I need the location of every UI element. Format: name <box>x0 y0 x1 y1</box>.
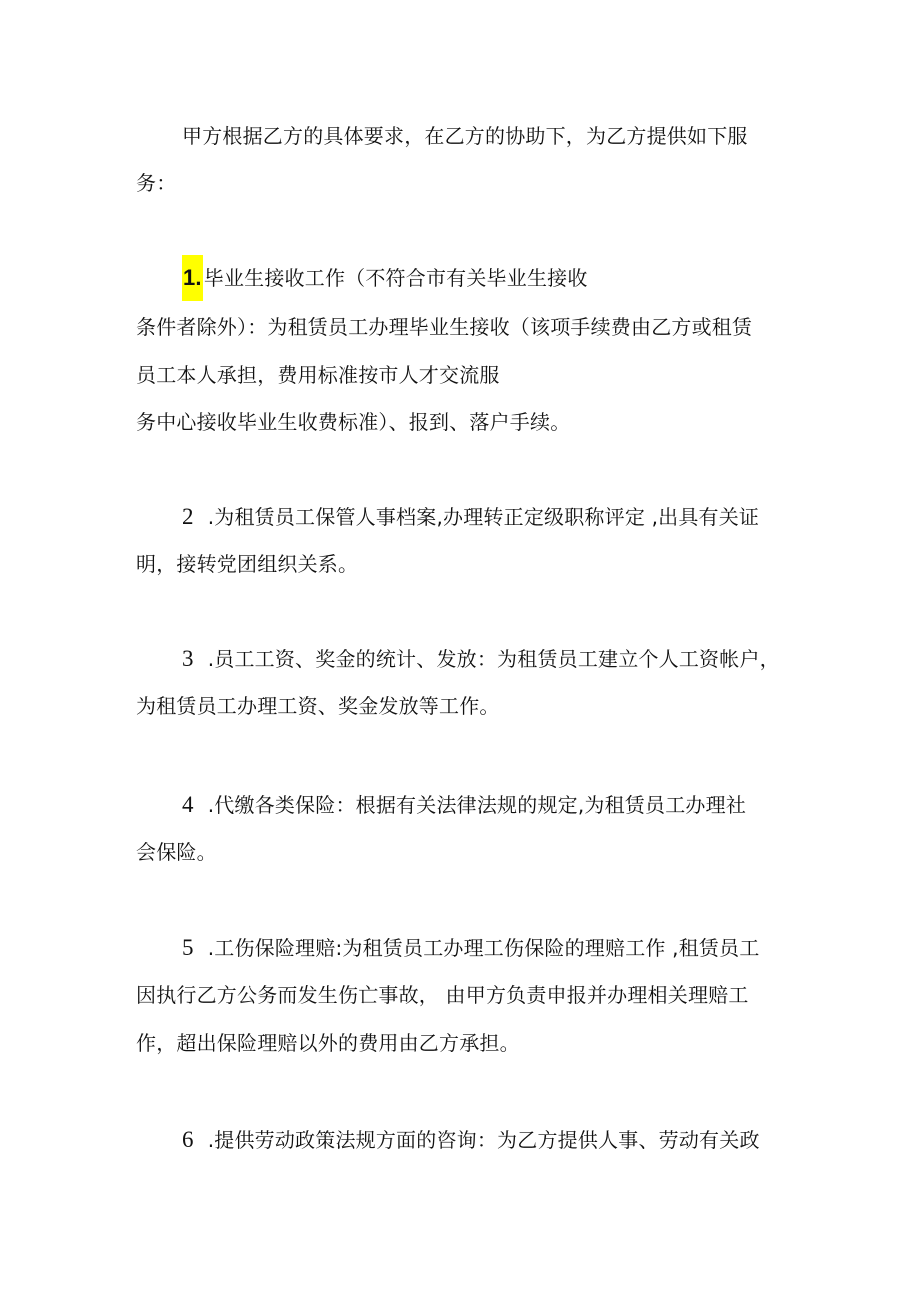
item-3-line-1 <box>182 636 780 682</box>
item-2-line-1 <box>182 494 759 540</box>
item-5-number: 5 <box>182 935 194 960</box>
item-2-text: .为租赁员工保管人事档案,办理转正定级职称评定 ,出具有关证 <box>207 505 760 529</box>
item-6-text: .提供劳动政策法规方面的咨询：为乙方提供人事、劳动有关政 <box>207 1128 760 1152</box>
item-4-text: .代缴各类保险：根据有关法律法规的规定,为租赁员工办理社 <box>207 793 747 817</box>
item-1-line-1 <box>182 255 588 301</box>
item-1-number-highlighted: 1. <box>182 255 203 301</box>
item-2-line-2: 明，接转党团组织关系。 <box>136 552 359 576</box>
intro-line-1: 甲方根据乙方的具体要求，在乙方的协助下，为乙方提供如下服 <box>182 124 748 148</box>
item-2-number: 2 <box>182 504 194 529</box>
item-5-line-1 <box>182 925 760 971</box>
item-6-line-1 <box>182 1117 760 1163</box>
item-4-line-1 <box>182 782 746 828</box>
item-3-text: .员工工资、奖金的统计、发放：为租赁员工建立个人工资帐户， <box>207 647 780 671</box>
item-5-line-2: 因执行乙方公务而发生伤亡事故， 由甲方负责申报并办理相关理赔工 <box>136 983 749 1007</box>
item-5-text: .工伤保险理赔:为租赁员工办理工伤保险的理赔工作 ,租赁员工 <box>207 936 760 960</box>
item-1-line-4: 务中心接收毕业生收费标准）、报到、落户手续。 <box>136 410 571 434</box>
item-1-text: 毕业生接收工作（不符合市有关毕业生接收 <box>203 266 588 290</box>
item-4-line-2: 会保险。 <box>136 840 217 864</box>
item-1-line-2: 条件者除外）：为租赁员工办理毕业生接收（该项手续费由乙方或租赁 <box>136 315 753 339</box>
item-5-line-3: 作，超出保险理赔以外的费用由乙方承担。 <box>136 1031 520 1055</box>
item-3-line-2: 为租赁员工办理工资、奖金发放等工作。 <box>136 694 500 718</box>
item-6-number: 6 <box>182 1127 194 1152</box>
item-1-line-3: 员工本人承担，费用标准按市人才交流服 <box>136 363 500 387</box>
item-4-number: 4 <box>182 792 194 817</box>
intro-line-2: 务： <box>136 171 177 195</box>
item-3-number: 3 <box>182 646 194 671</box>
